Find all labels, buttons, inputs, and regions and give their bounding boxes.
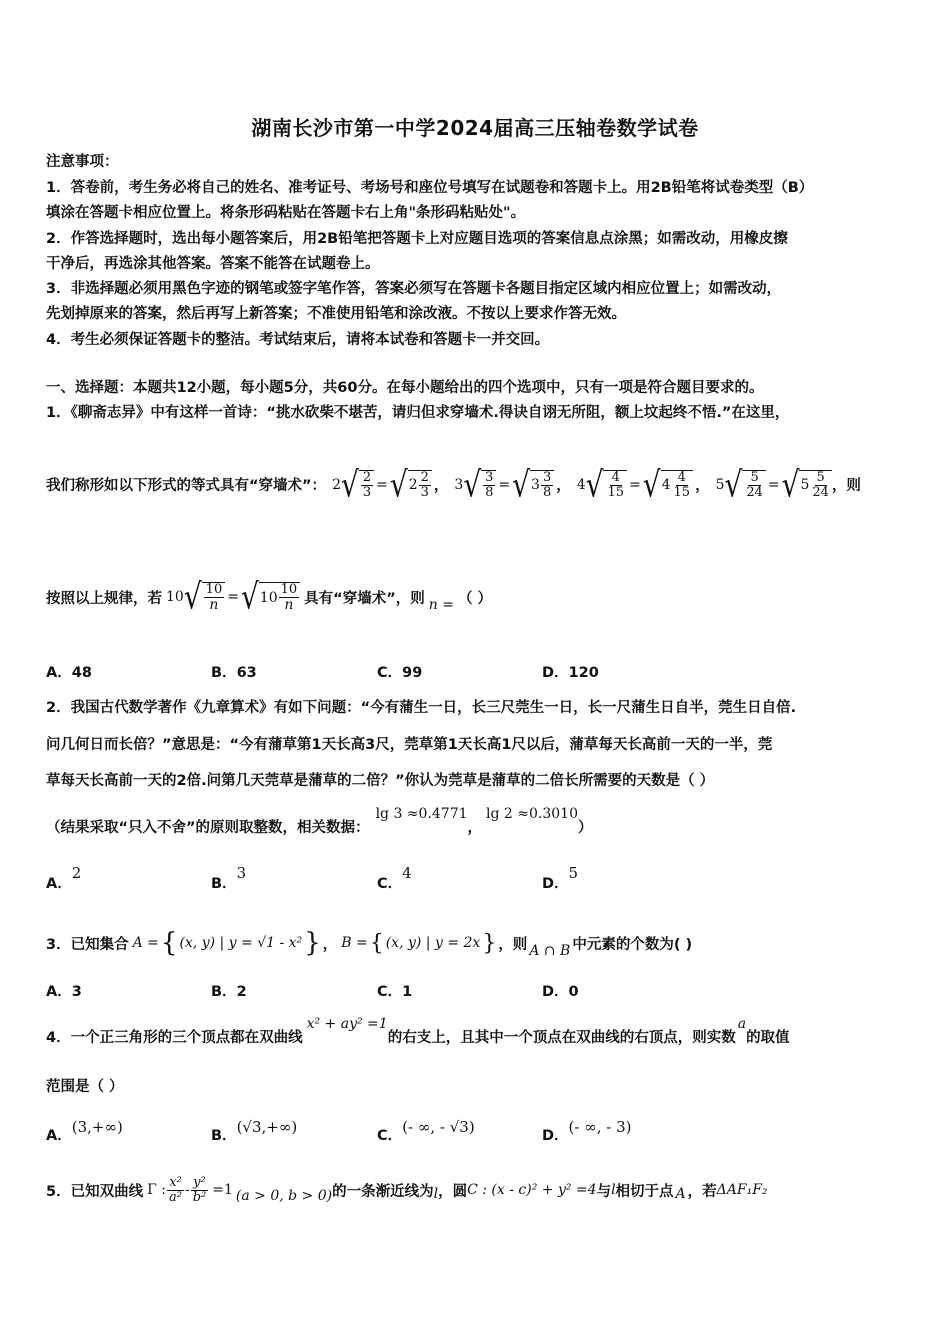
q1-option-d: D．120 bbox=[542, 665, 599, 681]
notice-line: 1．答卷前，考生务必将自己的姓名、准考证号、考场号和座位号填写在试题卷和答题卡上。用2B铅笔将试卷类型（B） bbox=[46, 180, 814, 196]
q1-option-b: B．63 bbox=[211, 665, 257, 681]
q5-frac-x: $\frac{\text{x²}}{\text{a²}}$ bbox=[168, 1175, 182, 1205]
q1-option-a: A．48 bbox=[46, 665, 92, 681]
q3-suffix: 中元素的个数为( ) bbox=[572, 936, 693, 953]
q1-line3 bbox=[46, 575, 492, 618]
q1-target-den: n bbox=[209, 596, 219, 613]
q1-example-formula: 4 √ $\frac{4}{15}$ = √ 4 $\frac{4}{15}$ bbox=[577, 470, 693, 499]
notice-line: 3．非选择题必须用黑色字迹的钢笔或签字笔作答，答案必须写在答题卡各题目指定区域内相应位置上；如需改动， bbox=[46, 281, 782, 297]
q1-target-num: 10 bbox=[205, 582, 223, 597]
q3-option-d: D．0 bbox=[542, 984, 579, 1000]
q2-line2: 问几何日而长倍？”意思是：“今有蒲草第1天长高3尺，莞草第1天长高1尺以后，蒲草每天长高前一天的一半，莞 bbox=[46, 737, 773, 753]
q1-target-root-left: √ $\frac{10}{n}$ bbox=[184, 582, 225, 612]
q1-line2-suffix: ，则 bbox=[831, 478, 861, 495]
q5-mid1: 的一条渐近线为 bbox=[332, 1183, 434, 1200]
q1-option-c: C．99 bbox=[377, 665, 423, 681]
q4-option-c: C．(- ∞, - √3) bbox=[377, 1118, 475, 1144]
q4-var: a bbox=[737, 1016, 747, 1032]
q3-setA-body: (x, y) | y = √1 - x² bbox=[179, 935, 303, 951]
q3-option-c: C．1 bbox=[377, 984, 413, 1000]
q4-curve: x² + ay² =1 bbox=[306, 1016, 388, 1032]
q4-line1 bbox=[46, 1016, 790, 1047]
q1-example-formula: 2 √ $\frac{2}{3}$ = √ 2 $\frac{2}{3}$ bbox=[332, 470, 432, 499]
q2-comma: ， bbox=[467, 820, 483, 836]
q1-examples bbox=[332, 463, 832, 505]
q5-mid3: 与 bbox=[596, 1183, 612, 1200]
q3-setB-body: (x, y) | y = 2x bbox=[385, 935, 481, 951]
q4-option-d: D．(- ∞, - 3) bbox=[542, 1118, 632, 1144]
q2-lg2: lg 2 ≈0.3010 bbox=[486, 806, 578, 822]
q5-circle: C : (x - c)² + y² =4 bbox=[467, 1182, 597, 1199]
q3-prefix: 3．已知集合 bbox=[46, 936, 129, 953]
q5-l1: l bbox=[433, 1186, 439, 1203]
q5-l2: l bbox=[611, 1182, 616, 1199]
q3-option-b: B．2 bbox=[211, 984, 247, 1000]
q1-line2-prefix: 我们称形如以下形式的等式具有“穿墙术”： bbox=[46, 478, 327, 495]
q4-option-a: A．(3,+∞) bbox=[46, 1118, 123, 1144]
notice-heading: 注意事项： bbox=[46, 154, 119, 170]
q2-line3: 草每天长高前一天的2倍.问第几天莞草是蒲草的二倍？”你认为莞草是蒲草的二倍长所需要的天数是（ ） bbox=[46, 773, 715, 789]
q1-var-n: n = bbox=[428, 597, 454, 614]
q3-option-a: A．3 bbox=[46, 984, 82, 1000]
q1-line3-prefix: 按照以上规律，若 bbox=[46, 590, 162, 607]
q2-line4-end: ） bbox=[578, 820, 593, 836]
notice-line: 先划掉原来的答案，然后再写上新答案；不准使用铅笔和涂改液。不按以上要求作答无效。 bbox=[46, 306, 626, 322]
q1-target-formula: 10 √ $\frac{10}{n}$ = √ 10 $\frac{10}{n}$ bbox=[166, 582, 300, 612]
q2-option-b: B．3 bbox=[211, 864, 247, 892]
q2-lg3: lg 3 ≈0.4771 bbox=[375, 806, 468, 822]
q5-cond: (a > 0, b > 0) bbox=[235, 1188, 333, 1205]
notice-line: 4．考生必须保证答题卡的整洁。考试结束后，请将本试卷和答题卡一并交回。 bbox=[46, 332, 550, 348]
q1-example-separator: ， bbox=[433, 478, 449, 495]
q2-option-c: C．4 bbox=[377, 864, 412, 892]
q2-line4 bbox=[46, 806, 593, 837]
q5-mid2: ，圆 bbox=[438, 1183, 468, 1200]
q4-mid: 的右支上，且其中一个顶点在双曲线的右顶点，则实数 bbox=[387, 1030, 736, 1046]
q1-target-coef: 10 bbox=[166, 589, 184, 606]
q1-target-coef: 10 bbox=[259, 589, 278, 606]
q3-setB-name: B = bbox=[341, 935, 368, 951]
exam-title: 湖南长沙市第一中学2024届高三压轴卷数学试卷 bbox=[251, 116, 699, 140]
notice-line: 干净后，再选涂其他答案。答案不能答在试题卷上。 bbox=[46, 256, 380, 272]
q5-mid5: ，若 bbox=[687, 1183, 717, 1200]
q3-expr: A ∩ B bbox=[529, 943, 571, 959]
q3-line: 3．已知集合 A = { (x, y) | y = √1 - x² } ， B = { (x, y) | y = 2x } ，则 A ∩ B 中元素的个数为( ) bbox=[46, 928, 693, 959]
q1-line3-end: （ ） bbox=[457, 590, 492, 607]
q5-point: A bbox=[675, 1186, 686, 1203]
q1-example-separator: ， bbox=[556, 478, 571, 495]
q1-target-root-right: √ 10 $\frac{10}{n}$ bbox=[241, 582, 300, 612]
q3-setA-name: A = bbox=[132, 935, 159, 951]
q2-option-d: D．5 bbox=[542, 864, 579, 892]
q2-line4-prefix: （结果采取“只入不舍”的原则取整数，相关数据： bbox=[46, 820, 370, 836]
q1-example-formula: 5 √ $\frac{5}{24}$ = √ 5 $\frac{5}{24}$ bbox=[716, 470, 832, 499]
q5-tri: ΔAF₁F₂ bbox=[716, 1182, 768, 1199]
q4-option-b: B．(√3,+∞) bbox=[211, 1118, 298, 1144]
q2-line1: 2．我国古代数学著作《九章算术》有如下问题：“今有蒲生一日，长三尺莞生一日，长一尺蒲生日自半，莞生日自倍. bbox=[46, 700, 797, 716]
q5-prefix: 5．已知双曲线 bbox=[46, 1183, 144, 1200]
q3-mid: ，则 bbox=[498, 936, 528, 953]
q1-example-formula: 3 √ $\frac{3}{8}$ = √ 3 $\frac{3}{8}$ bbox=[454, 470, 554, 499]
q1-target-den: n bbox=[284, 596, 294, 613]
notice-line: 2．作答选择题时，选出每小题答案后，用2B铅笔把答题卡上对应题目选项的答案信息点涂黑；如需改动，用橡皮擦 bbox=[46, 231, 788, 247]
q4-prefix: 4．一个正三角形的三个顶点都在双曲线 bbox=[46, 1030, 303, 1046]
q5-frac-y: $\frac{\text{y²}}{\text{b²}}$ bbox=[192, 1175, 207, 1205]
q1-line2 bbox=[46, 463, 861, 505]
q5-line1: 5．已知双曲线 Γ : $\frac{\text{x²}}{\text{a²}}$ - $\frac{\text{y²}}{\text{b²}}$ =1 (a > 0, b > 0) 的一条渐近线为 l ，圆 C : (x - c)² + y² =4 与 l 相切于点 A ，若 ΔAF₁F₂ bbox=[46, 1175, 768, 1205]
q1-target-num: 10 bbox=[280, 582, 298, 597]
q5-mid4: 相切于点 bbox=[615, 1183, 674, 1200]
q1-example-separator: ， bbox=[695, 478, 710, 495]
q4-suffix: 的取值 bbox=[746, 1030, 790, 1046]
q4-line2: 范围是（ ） bbox=[46, 1079, 124, 1095]
notice-line: 填涂在答题卡相应位置上。将条形码粘贴在答题卡右上角"条形码粘贴处"。 bbox=[46, 205, 526, 221]
q1-line1: 1．《聊斋志异》中有这样一首诗：“挑水砍柴不堪苦，请归但求穿墙术.得诀自诩无所阻，额上坟起终不悟.”在这里， bbox=[46, 405, 790, 421]
q1-line3-mid: 具有“穿墙术”，则 bbox=[304, 590, 425, 607]
q3-comma: ， bbox=[322, 936, 338, 953]
section-heading: 一、选择题：本题共12小题，每小题5分，共60分。在每小题给出的四个选项中，只有一项是符合题目要求的。 bbox=[46, 380, 764, 396]
q2-option-a: A．2 bbox=[46, 864, 82, 892]
q5-gamma: Γ : bbox=[147, 1182, 166, 1199]
